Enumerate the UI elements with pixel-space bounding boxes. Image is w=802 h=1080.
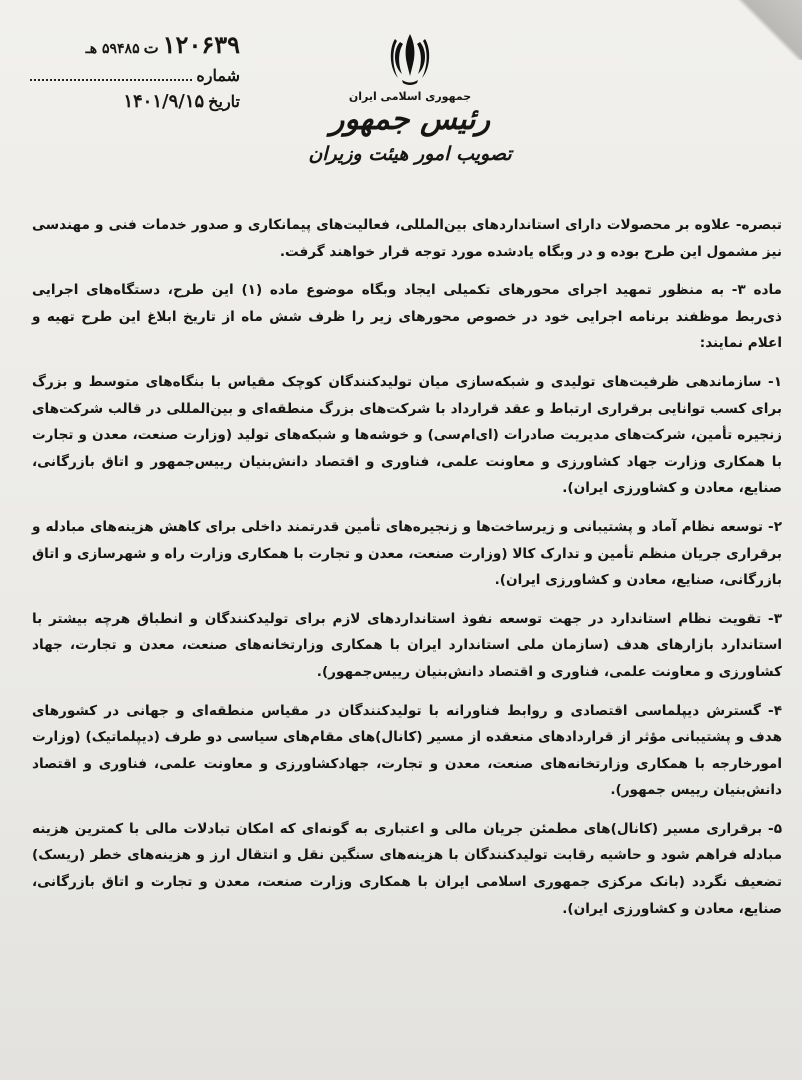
number-label: ت	[143, 38, 159, 57]
document-body	[32, 212, 782, 934]
paragraph-item-1: ۱- سازماندهی ظرفیت‌های تولیدی و شبکه‌سازی میان تولیدکنندگان کوچک مقیاس با بنگاه‌های متوسط و بزرگ برای کسب توانایی برقراری ارتباط و عقد قرارداد با شرکت‌های بزرگ منطقه‌ای و بین‌المللی در قالب شرکت‌های زنجیره تأمین، شرکت‌های مدیریت صادرات (ای‌ام‌سی) و خوشه‌ها و شبکه‌های تولید (وزارت صنعت، معدن و تجارت با همکاری وزارت جهاد کشاورزی و معاونت علمی، فناوری و اقتصاد دانش‌بنیان رییس‌جمهور و اتاق بازرگانی، صنایع، معادن و کشاورزی ایران).	[32, 373, 782, 497]
reference-block	[30, 30, 240, 118]
shomareh-line	[30, 65, 240, 85]
cabinet-title: تصویب امور هیئت وزیران	[308, 143, 512, 165]
paragraph-item-5: ۵- برقراری مسیر (کانال)های مطمئن جریان مالی و اعتباری به گونه‌ای که امکان تبادلات مالی با کمترین هزینه مبادله فراهم شود و حاشیه رقابت تولیدکنندگان با هزینه‌های سنگین نقل و انتقال ارز و هزینه‌های خطر (ریسک) تضعیف نگردد (بانک مرکزی جمهوری اسلامی ایران با همکاری وزارت صنعت، معدن و تجارت و اتاق بازرگانی، صنایع، معادن و کشاورزی ایران).	[32, 820, 782, 917]
republic-title: جمهوری اسلامی ایران	[348, 90, 472, 103]
paragraph-article-3: ماده ۳- به منظور تمهید اجرای محورهای تکمیلی ایجاد وبگاه موضوع ماده (۱) این طرح، دستگاه‌های اجرایی ذی‌ربط موظفند برنامه اجرایی خود در خصوص محورهای زیر را ظرف شش ماه از تاریخ ابلاغ این طرح تهیه و اعلام نمایند:	[32, 282, 782, 352]
tarikh-value: ۱۴۰۱/۹/۱۵	[123, 91, 205, 112]
reference-number-line	[30, 30, 240, 59]
tarikh-line	[30, 91, 240, 112]
tarikh-label: تاریخ	[208, 92, 240, 111]
letterhead	[300, 30, 520, 165]
paragraph-item-3: ۳- تقویت نظام استاندارد در جهت توسعه نفوذ استانداردهای لازم برای تولیدکنندگان و انطباق هرچه بیشتر با استاندارد بازارهای هدف (سازمان ملی استاندارد ایران با همکاری وزارتخانه‌های صنعت، معدن و تجارت، جهاد کشاورزی و معاونت علمی، فناوری و اقتصاد دانش‌بنیان رییس‌جمهور).	[32, 610, 782, 680]
paragraph-item-2: ۲- توسعه نظام آماد و پشتیبانی و زیرساخت‌ها و زنجیره‌های تأمین قدرتمند داخلی برای کاهش هزینه‌های مبادله و برقراری جریان منظم تأمین و تدارک کالا (وزارت صنعت، معدن و تجارت با همکاری وزارت راه و شهرسازی و اتاق بازرگانی، صنایع، معادن و کشاورزی ایران).	[32, 518, 782, 589]
paragraph-note: تبصره- علاوه بر محصولات دارای استانداردهای بین‌المللی، فعالیت‌های پیمانکاری و صدور خدمات فنی و مهندسی نیز مشمول این طرح بوده و در وبگاه یادشده مورد توجه قرار خواهند گرفت.	[32, 217, 782, 260]
iran-emblem-icon	[388, 30, 432, 86]
president-title: رئیس جمهور	[329, 102, 491, 137]
page-fold-corner	[732, 0, 802, 60]
shomareh-label: شماره	[196, 66, 240, 85]
printed-number: ۵۹۴۸۵ هـ	[85, 41, 140, 57]
paragraph-item-4: ۴- گسترش دیپلماسی اقتصادی و روابط فناورانه با تولیدکنندگان در مقیاس منطقه‌ای و جهانی در کشورهای هدف و پشتیبانی مؤثر از قراردادهای منعقده از مسیر (کانال)های مقام‌های سیاسی دو طرف (دیپلماتیک) (وزارت امورخارجه با همکاری وزارتخانه‌های صنعت، معدن و تجارت، جهادکشاورزی و معاونت علمی، فناوری و اقتصاد دانش‌بنیان رییس جمهور).	[32, 702, 782, 799]
dotted-leader	[30, 65, 192, 81]
handwritten-number: ۱۲۰۶۳۹	[162, 30, 240, 59]
